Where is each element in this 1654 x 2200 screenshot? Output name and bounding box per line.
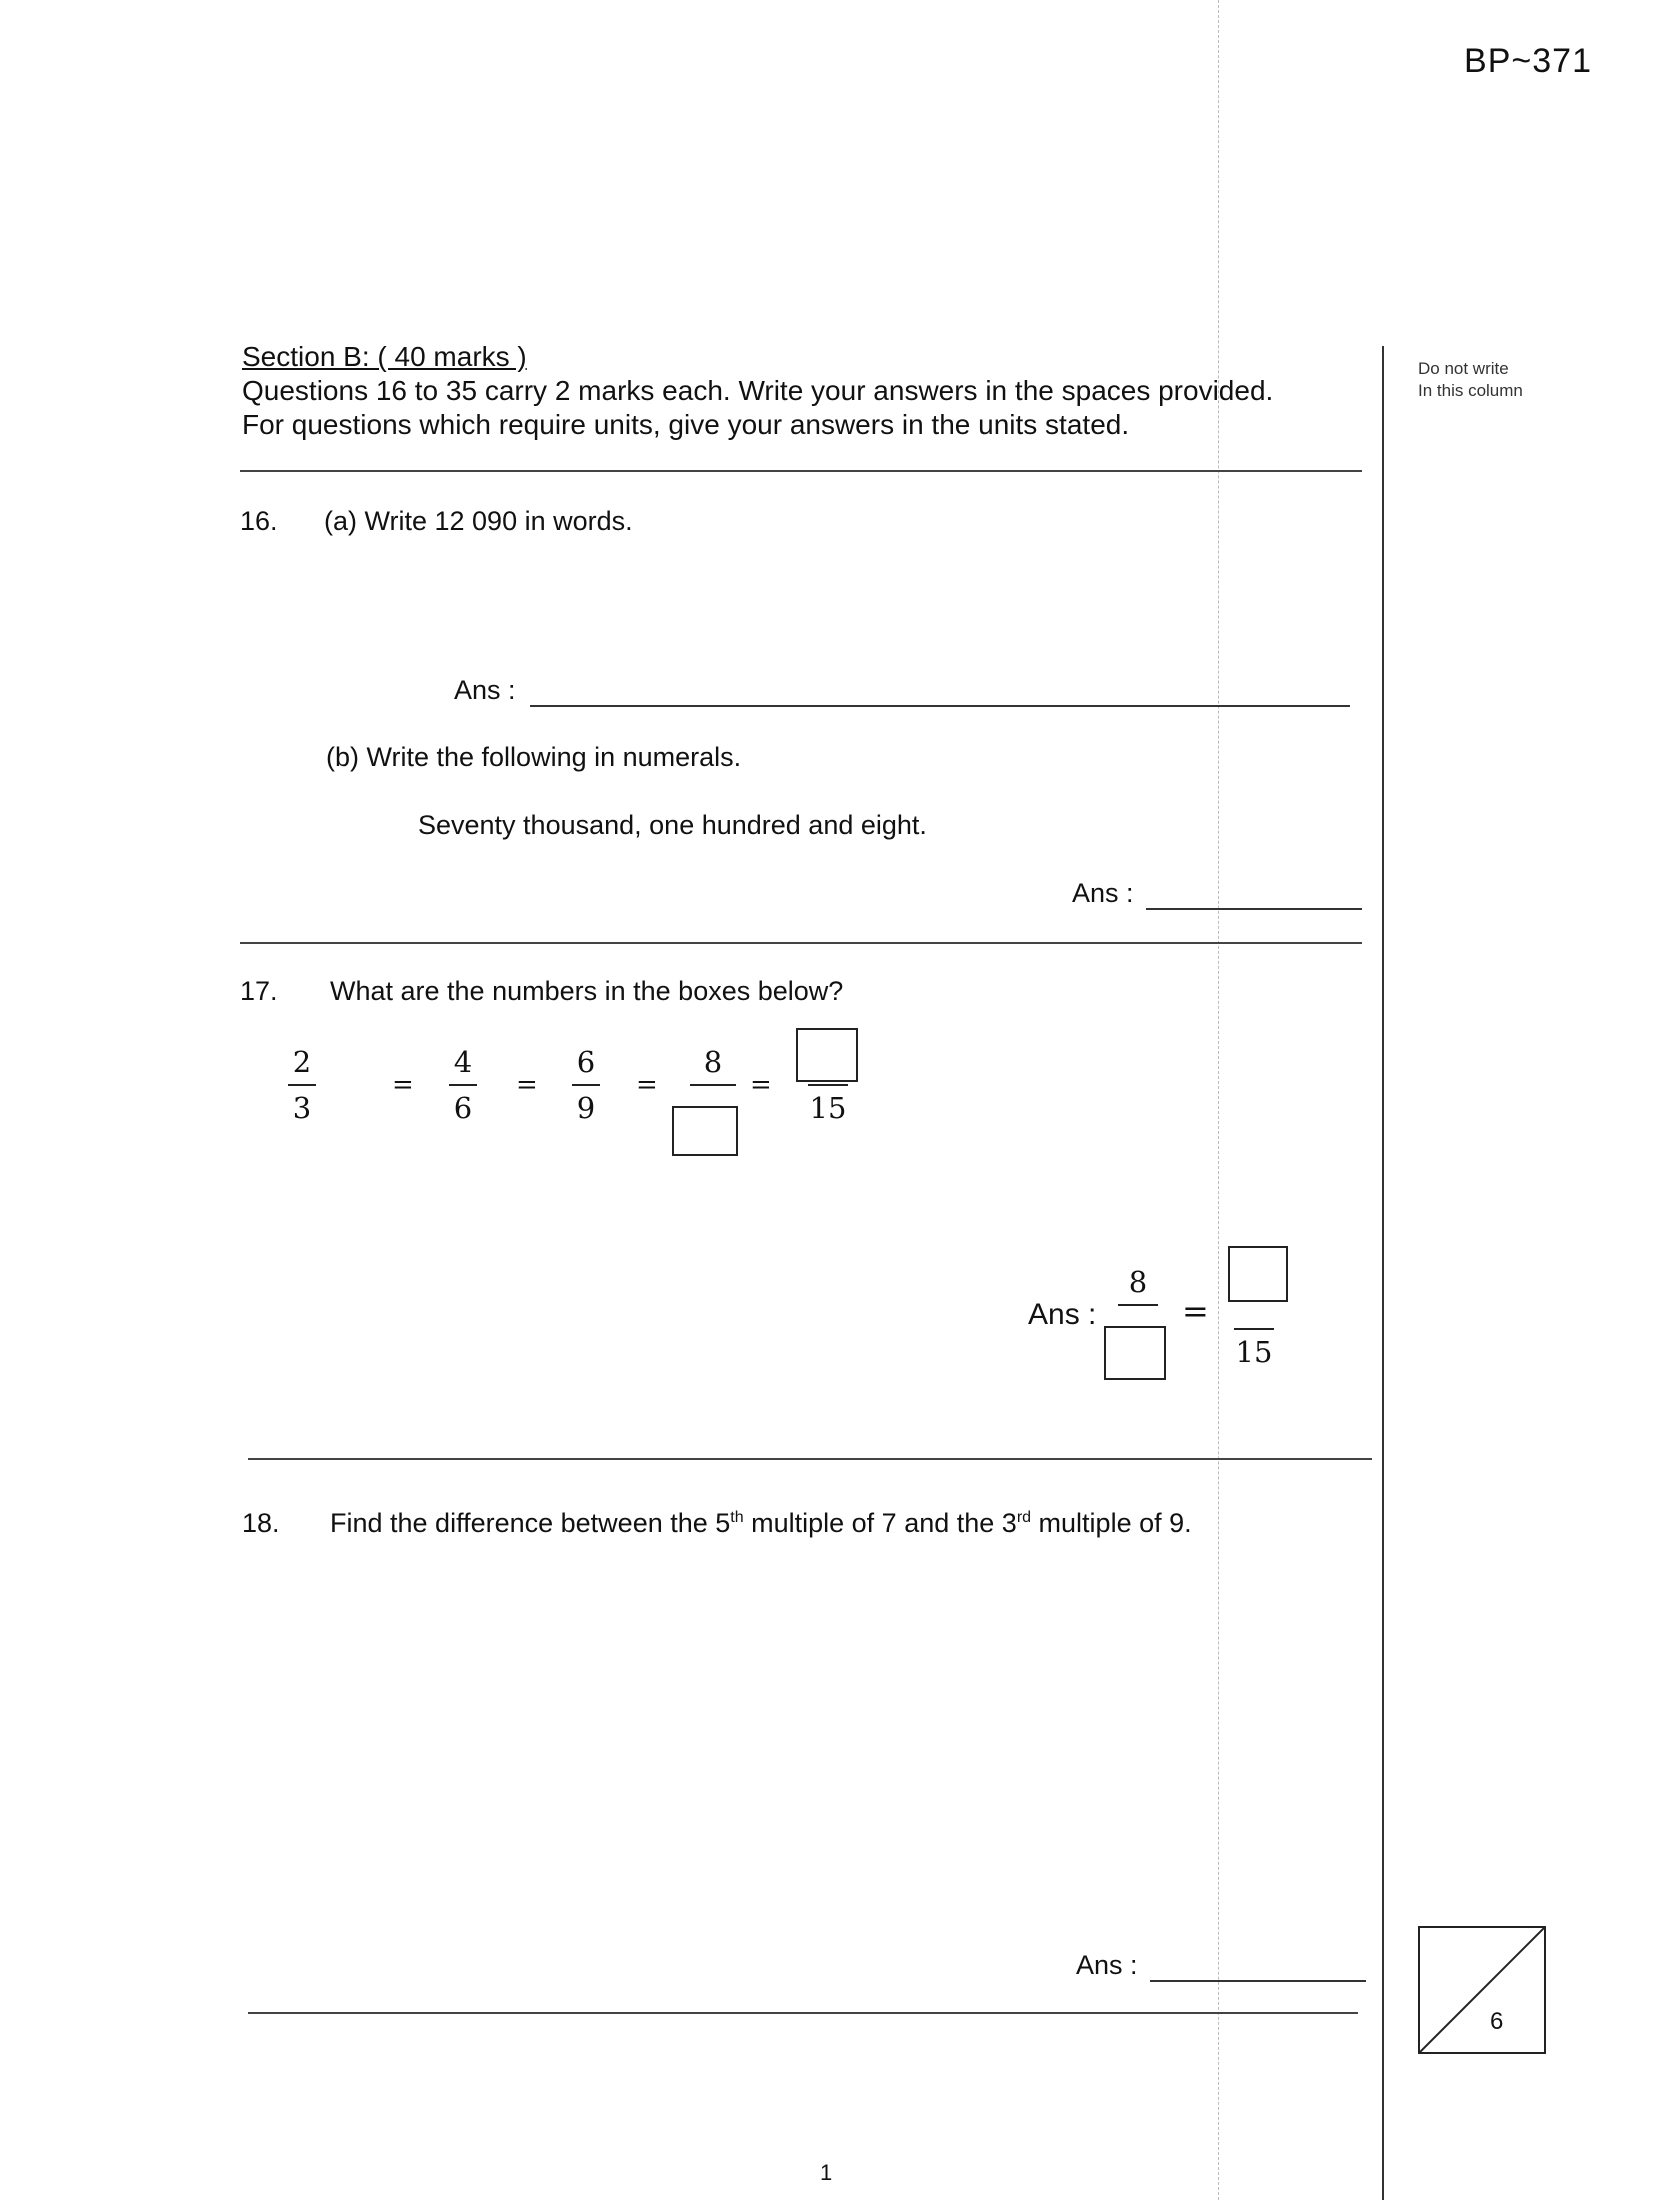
q18-number: 18. xyxy=(242,1508,280,1538)
ans-fraction-2-denominator: 15 xyxy=(1235,1335,1273,1369)
fold-line xyxy=(1218,0,1219,2200)
fraction-3 xyxy=(564,1042,608,1128)
section-title: Section B: ( 40 marks ) xyxy=(242,341,527,372)
paper-code: BP~371 xyxy=(1464,42,1592,80)
answer-box-numerator[interactable] xyxy=(796,1028,858,1082)
score-box-diagonal xyxy=(1420,1928,1544,2052)
fraction-1-numerator: 2 xyxy=(292,1045,312,1079)
q18-text xyxy=(330,1508,1192,1539)
section-header xyxy=(242,340,1273,442)
q16-ans-a-label: Ans : xyxy=(454,675,516,705)
fraction-1 xyxy=(280,1042,324,1128)
q17-number: 17. xyxy=(240,976,278,1006)
fraction-bar xyxy=(449,1084,477,1086)
section-divider xyxy=(240,470,1362,472)
q18-sup-b: rd xyxy=(1016,1509,1032,1526)
fraction-2 xyxy=(441,1042,485,1128)
q16-ans-b-label: Ans : xyxy=(1072,878,1134,908)
fraction-5-denominator: 15 xyxy=(809,1091,847,1125)
margin-note-line1: Do not write xyxy=(1418,359,1509,378)
equals-sign: = xyxy=(392,1070,414,1100)
fraction-bar xyxy=(1234,1328,1274,1330)
fraction-bar xyxy=(690,1084,736,1086)
q18-ans-label: Ans : xyxy=(1076,1950,1138,1980)
q18-sup-a: th xyxy=(730,1509,744,1526)
section-instructions-line2: For questions which require units, give your answers in the units stated. xyxy=(242,409,1130,440)
fraction-3-numerator: 6 xyxy=(576,1045,596,1079)
margin-note-line2: In this column xyxy=(1418,381,1523,400)
q18-text-a: Find the difference between the 5 xyxy=(330,1508,731,1538)
score-box-total: 6 xyxy=(1490,2008,1504,2035)
margin-note xyxy=(1418,358,1523,402)
page-number: 1 xyxy=(820,2160,833,2185)
fraction-bar xyxy=(288,1084,316,1086)
q18-text-c: multiple of 9. xyxy=(1031,1508,1192,1538)
fraction-2-denominator: 6 xyxy=(453,1091,473,1125)
q16-part-a: (a) Write 12 090 in words. xyxy=(324,506,633,536)
q18-divider xyxy=(248,2012,1358,2014)
fraction-3-denominator: 9 xyxy=(576,1091,596,1125)
ans-fraction-1-numerator: 8 xyxy=(1128,1265,1148,1299)
fraction-bar xyxy=(808,1084,848,1086)
equals-sign: = xyxy=(750,1070,772,1100)
q16-part-b: (b) Write the following in numerals. xyxy=(326,742,742,772)
equals-sign: = xyxy=(516,1070,538,1100)
margin-column-line xyxy=(1382,346,1384,2200)
q16-number: 16. xyxy=(240,506,278,536)
q17-divider xyxy=(248,1458,1372,1460)
score-box xyxy=(1418,1926,1546,2054)
q18-ans-line[interactable] xyxy=(1150,1980,1366,1982)
ans-box-denominator[interactable] xyxy=(1104,1326,1166,1380)
fraction-4-numerator: 8 xyxy=(703,1045,723,1079)
section-instructions-line1: Questions 16 to 35 carry 2 marks each. Write your answers in the spaces provided. xyxy=(242,375,1274,406)
answer-box-denominator[interactable] xyxy=(672,1106,738,1156)
fraction-bar xyxy=(572,1084,600,1086)
fraction-bar xyxy=(1118,1304,1158,1306)
q18-text-b: multiple of 7 and the 3 xyxy=(743,1508,1017,1538)
q17-ans-label: Ans : xyxy=(1028,1298,1097,1331)
ans-box-numerator[interactable] xyxy=(1228,1246,1288,1302)
q16-ans-a-line[interactable] xyxy=(530,705,1350,707)
fraction-2-numerator: 4 xyxy=(453,1045,473,1079)
equals-sign: = xyxy=(1182,1292,1209,1330)
q16-prompt-b: Seventy thousand, one hundred and eight. xyxy=(418,810,927,840)
equals-sign: = xyxy=(636,1070,658,1100)
q16-ans-b-line[interactable] xyxy=(1146,908,1362,910)
q17-text: What are the numbers in the boxes below? xyxy=(330,976,844,1006)
q16-divider xyxy=(240,942,1362,944)
fraction-1-denominator: 3 xyxy=(292,1091,312,1125)
